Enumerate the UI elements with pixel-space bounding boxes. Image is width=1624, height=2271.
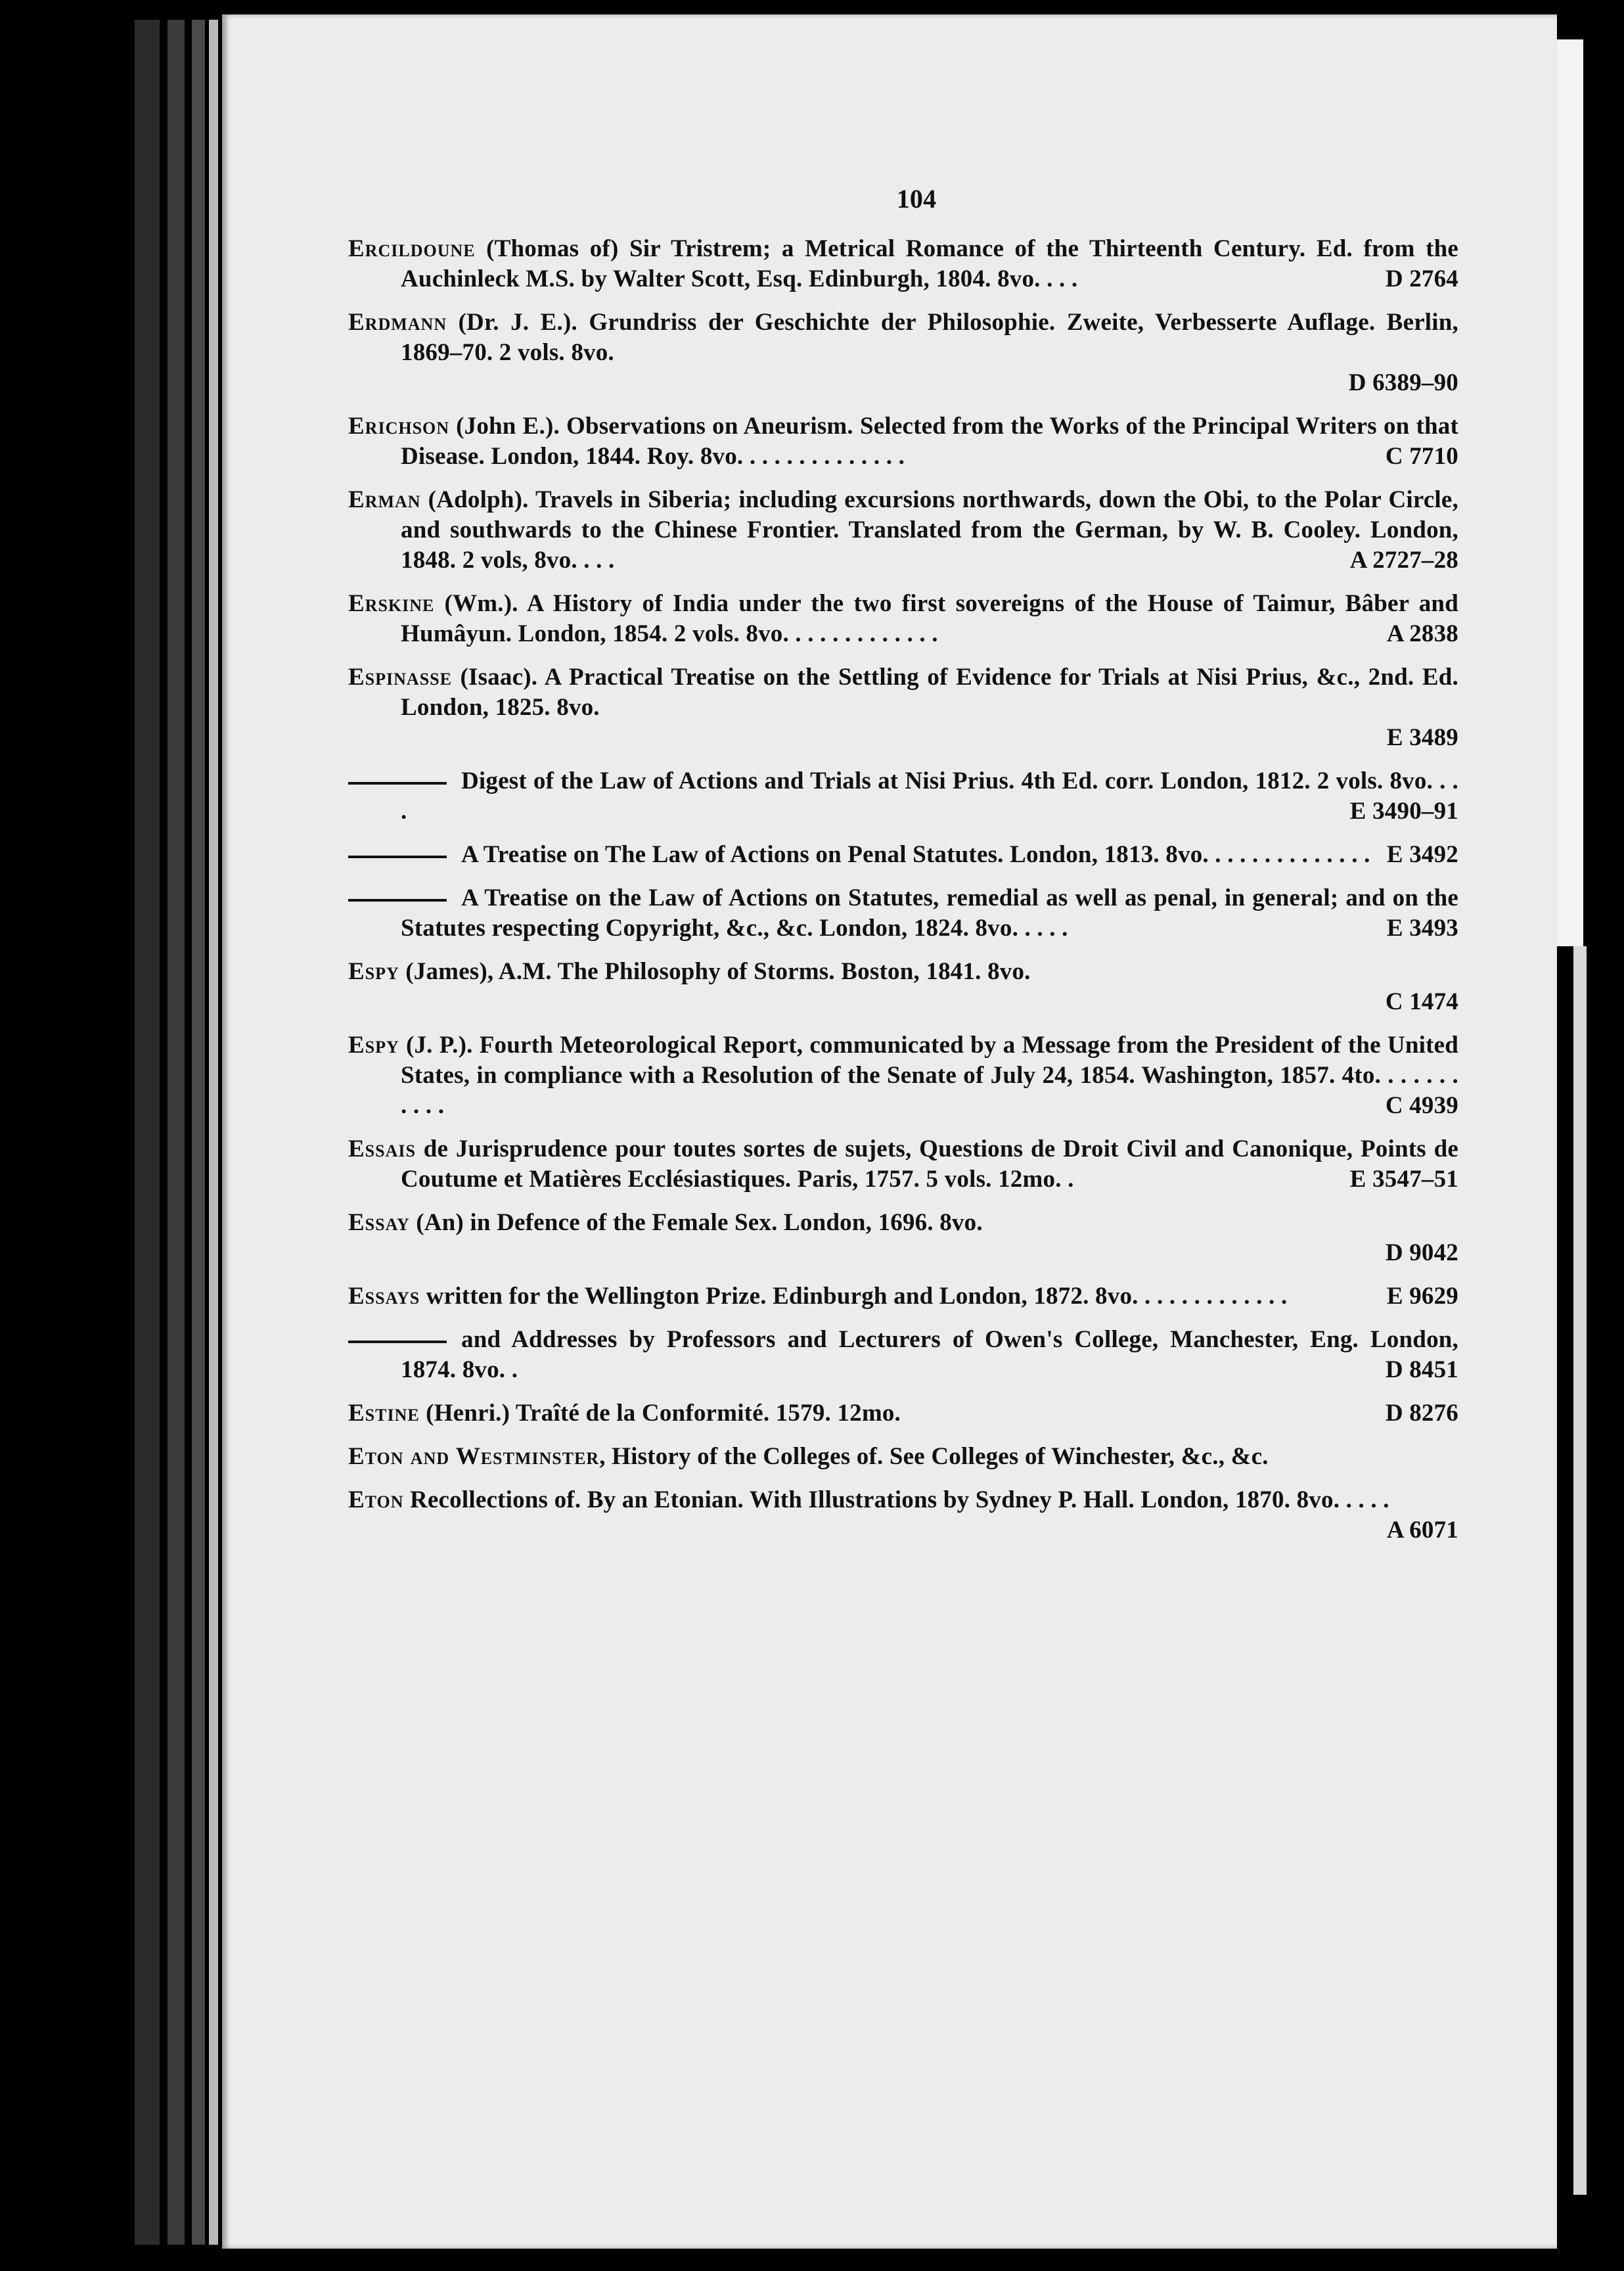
right-page-edge (1557, 39, 1583, 946)
catalogue-entry (348, 1030, 1458, 1121)
entry-text: (Thomas of) Sir Tristrem; a Metrical Romance of the Thirteenth Century. Ed. from the Auchinleck M.S. by Walter Scott, Esq. Edinburgh, 1804. 8vo. . . . (401, 235, 1458, 292)
catalogue-entry (348, 1442, 1458, 1472)
book-edge (192, 20, 205, 2245)
entry-heading: Espinasse (348, 664, 452, 691)
catalogue-entry (348, 1208, 1458, 1268)
catalogue-entry (348, 589, 1458, 649)
entry-heading: Espy (348, 1032, 399, 1059)
catalogue-entry (348, 308, 1458, 398)
entry-text: (John E.). Observations on Aneurism. Selected from the Works of the Principal Writers on that Disease. London, 1844. Roy. 8vo. . . . . . . . . . . . . . (401, 413, 1458, 470)
shelf-mark: E 3492 (1386, 841, 1458, 868)
entry-heading: Eton (348, 1486, 404, 1513)
entry-text: (Isaac). A Practical Treatise on the Settling of Evidence for Trials at Nisi Prius, &c., 2nd. Ed. London, 1825. 8vo. (401, 664, 1458, 721)
catalogue-entry (348, 840, 1458, 870)
entry-heading: Ercildoune (348, 235, 476, 262)
shelf-mark: E 3490–91 (1349, 798, 1458, 825)
catalogue-entry (348, 411, 1458, 472)
entry-text: written for the Wellington Prize. Edinburgh and London, 1872. 8vo. . . . . . . . . . . . . (420, 1283, 1288, 1310)
entry-heading: Essays (348, 1283, 420, 1310)
entry-text: A Treatise on the Law of Actions on Statutes, remedial as well as penal, in general; and on the Statutes respecting Copyright, &c., &c. London, 1824. 8vo. . . . . (401, 884, 1458, 942)
shelf-mark: C 7710 (1385, 443, 1458, 470)
entry-text: (Wm.). A History of India under the two first sovereigns of the House of Taimur, Bâber and Humâyun. London, 1854. 2 vols. 8vo. . . . . . . . . . . . . (401, 590, 1458, 647)
book-edge (168, 20, 185, 2245)
entry-heading: Erman (348, 486, 421, 513)
entry-text: (An) in Defence of the Female Sex. London, 1696. 8vo. (409, 1209, 983, 1236)
catalogue-entry (348, 766, 1458, 827)
page-number: 104 (896, 184, 937, 214)
entry-text: (J. P.). Fourth Meteorological Report, communicated by a Message from the President of the United States, in compliance with a Resolution of the Senate of July 24, 1854. Washington, 1857. 4to. . . . . . . . . . . (399, 1032, 1458, 1119)
catalogue-entry (348, 883, 1458, 944)
entry-text: Digest of the Law of Actions and Trials at Nisi Prius. 4th Ed. corr. London, 1812. 2 vols. 8vo. . . . (401, 768, 1458, 825)
shelf-mark: D 9042 (1385, 1239, 1458, 1266)
catalogue-text (348, 184, 1458, 1559)
book-edge (209, 20, 218, 2245)
entry-text: (Henri.) Traîté de la Conformité. 1579. 12mo. (419, 1400, 901, 1427)
catalogue-entry (348, 1134, 1458, 1195)
catalogue-entry (348, 1398, 1458, 1429)
entry-heading: Erichson (348, 413, 450, 440)
book-edge (135, 20, 160, 2245)
entry-list (348, 234, 1458, 1546)
shelf-mark: D 8451 (1385, 1356, 1458, 1383)
entry-text: , History of the Colleges of. See Colleges of Winchester, &c., &c. (599, 1443, 1269, 1470)
entry-text: (James), A.M. The Philosophy of Storms. Boston, 1841. 8vo. (399, 958, 1031, 985)
shelf-mark: E 3547–51 (1349, 1166, 1458, 1193)
catalogue-entry (348, 1485, 1458, 1546)
catalogue-entry (348, 662, 1458, 753)
shelf-mark: C 1474 (1385, 988, 1458, 1015)
entry-text: (Adolph). Travels in Siberia; including excursions northwards, down the Obi, to the Polar Circle, and southwards to the Chinese Frontier. Translated from the German, by W. B. Cooley. London, 1848. 2 vols, 8vo. . . . (401, 486, 1458, 574)
shelf-mark: D 6389–90 (1348, 369, 1458, 396)
shelf-mark: D 2764 (1385, 265, 1458, 292)
catalogue-entry (348, 1281, 1458, 1312)
catalogue-entry (348, 957, 1458, 1017)
entry-text: (Dr. J. E.). Grundriss der Geschichte der Philosophie. Zweite, Verbesserte Auflage. Berlin, 1869–70. 2 vols. 8vo. (401, 309, 1458, 366)
entry-text: A Treatise on The Law of Actions on Penal Statutes. London, 1813. 8vo. . . . . . . . . . . . . . (461, 841, 1370, 868)
entry-heading: Eton and Westminster (348, 1443, 600, 1470)
entry-text: Recollections of. By an Etonian. With Illustrations by Sydney P. Hall. London, 1870. 8vo. . . . . (403, 1486, 1389, 1513)
ditto-dash (348, 856, 447, 858)
shelf-mark: A 2727–28 (1349, 547, 1458, 574)
shelf-mark: C 4939 (1385, 1092, 1458, 1119)
entry-text: and Addresses by Professors and Lecturers of Owen's College, Manchester, Eng. London, 1874. 8vo. . (401, 1326, 1458, 1383)
catalogue-entry (348, 1325, 1458, 1385)
shelf-mark: D 8276 (1385, 1400, 1458, 1427)
entry-heading: Espy (348, 958, 399, 985)
catalogue-entry (348, 485, 1458, 576)
entry-heading: Essais (348, 1136, 416, 1162)
ditto-dash (348, 782, 447, 785)
entry-heading: Essay (348, 1209, 410, 1236)
entry-heading: Estine (348, 1400, 420, 1427)
entry-heading: Erskine (348, 590, 435, 617)
entry-heading: Erdmann (348, 309, 447, 336)
right-page-edge (1573, 946, 1587, 2195)
shelf-mark: E 3489 (1386, 724, 1458, 751)
catalogue-entry (348, 234, 1458, 294)
shelf-mark: A 2838 (1386, 620, 1458, 647)
shelf-mark: E 9629 (1386, 1283, 1458, 1310)
entry-text: de Jurisprudence pour toutes sortes de sujets, Questions de Droit Civil and Canonique, Points de Coutume et Matières Ecclésiastiques. Paris, 1757. 5 vols. 12mo. . (401, 1136, 1458, 1193)
shelf-mark: A 6071 (1386, 1517, 1458, 1544)
ditto-dash (348, 899, 447, 902)
shelf-mark: E 3493 (1386, 915, 1458, 942)
ditto-dash (348, 1341, 447, 1343)
